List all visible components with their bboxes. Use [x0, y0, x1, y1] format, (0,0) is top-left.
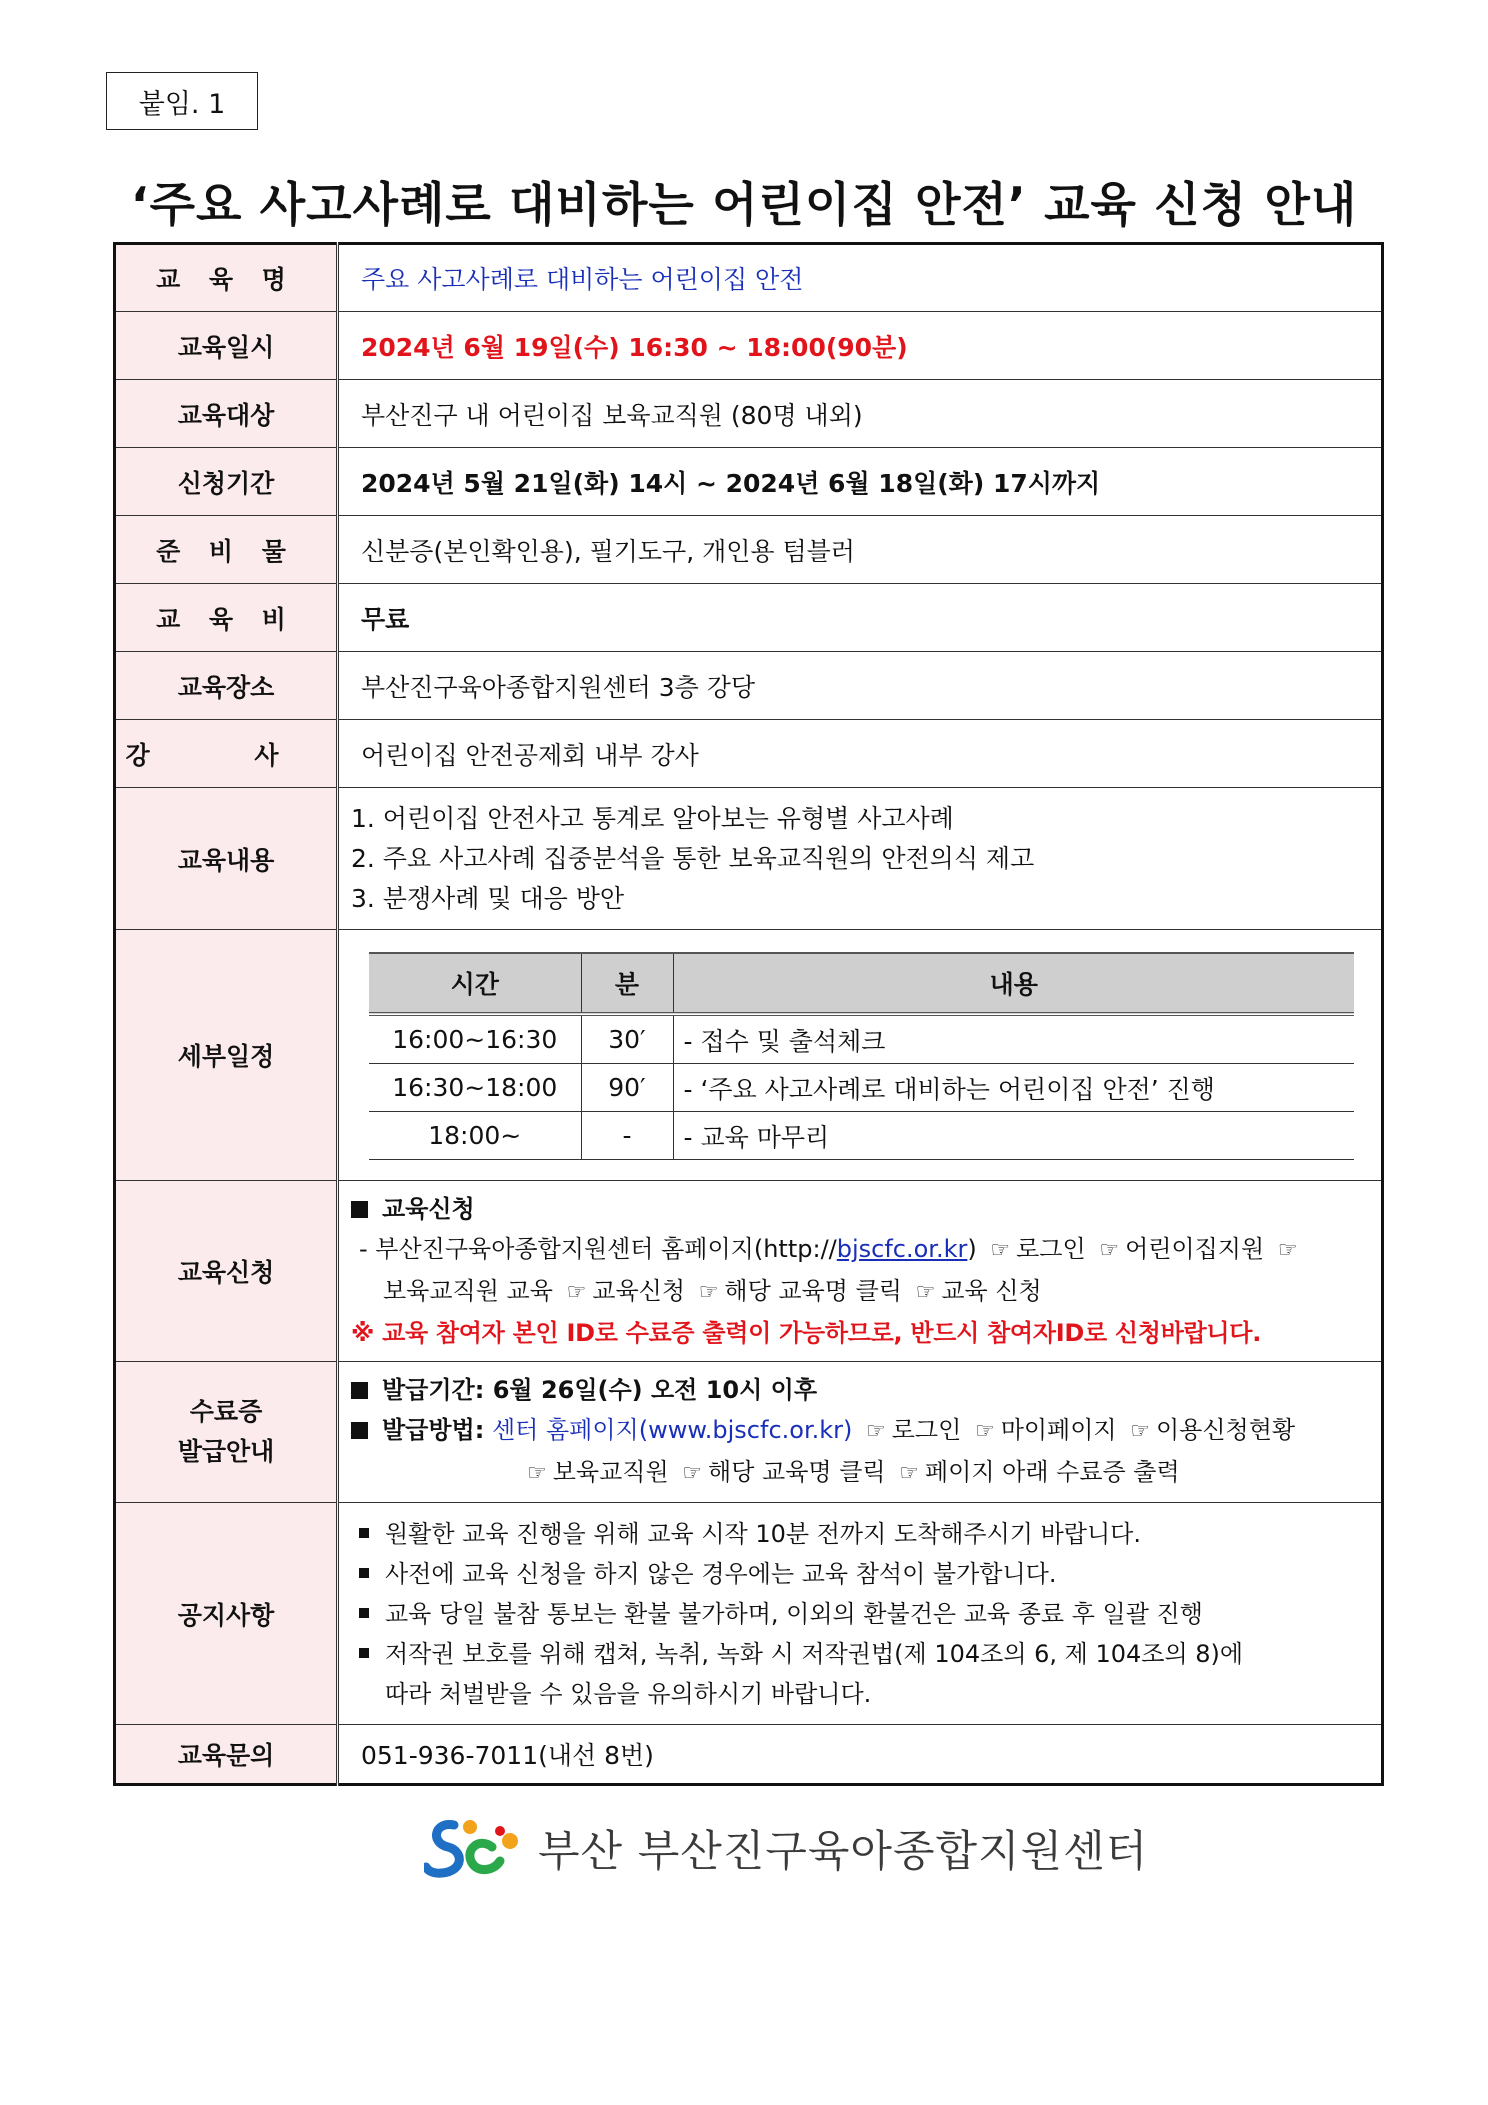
pointing-hand-icon: ☞	[1099, 1238, 1120, 1263]
cert-period-label: 발급기간:	[382, 1376, 485, 1404]
row-datetime	[115, 312, 1383, 380]
value-name: 주요 사고사례로 대비하는 어린이집 안전	[338, 244, 1383, 312]
list-item: 사전에 교육 신청을 하지 않은 경우에는 교육 참석이 불가합니다.	[351, 1554, 1381, 1594]
small-square-bullet-icon	[359, 1528, 369, 1538]
pointing-hand-icon: ☞	[974, 1419, 995, 1444]
attachment-label: 붙임. 1	[106, 72, 258, 130]
footer-logo	[424, 1808, 1148, 1888]
schedule-header-min: 분	[581, 953, 673, 1014]
apply-line-text: - 부산진구육아종합지원센터 홈페이지(http://	[359, 1235, 837, 1263]
step-login: 로그인	[1016, 1235, 1086, 1263]
value-datetime: 2024년 6월 19일(수) 16:30 ~ 18:00(90분)	[338, 312, 1383, 380]
list-item: 교육 당일 불참 통보는 환불 불가하며, 이외의 환불건은 교육 종료 후 일괄 진행	[351, 1594, 1381, 1634]
label-inquiry: 교육문의	[115, 1725, 338, 1785]
content-item: 2. 주요 사고사례 집중분석을 통한 보육교직원의 안전의식 제고	[351, 843, 1035, 873]
row-inquiry	[115, 1725, 1383, 1785]
label-target: 교육대상	[115, 380, 338, 448]
list-item-continuation: 따라 처벌받을 수 있음을 유의하시기 바랍니다.	[385, 1679, 872, 1708]
small-square-bullet-icon	[359, 1568, 369, 1578]
schedule-table	[369, 952, 1354, 1160]
footer-logo-text: 부산 부산진구육아종합지원센터	[538, 1826, 1149, 1877]
row-place	[115, 652, 1383, 720]
pointing-hand-icon: ☞	[566, 1280, 587, 1305]
apply-heading: 교육신청	[382, 1195, 475, 1223]
list-item: 원활한 교육 진행을 위해 교육 시작 10분 전까지 도착해주시기 바랍니다.	[351, 1514, 1381, 1554]
label-schedule: 세부일정	[115, 930, 338, 1181]
pointing-hand-icon: ☞	[682, 1461, 703, 1486]
label-period: 신청기간	[115, 448, 338, 516]
label-fee: 교 육 비	[156, 604, 296, 634]
row-schedule	[115, 930, 1383, 1181]
apply-notice: ※ 교육 참여자 본인 ID로 수료증 출력이 가능하므로, 반드시 참여자ID로 신청바랍니다.	[351, 1319, 1262, 1347]
cert-period-value: 6월 26일(수) 오전 10시 이후	[492, 1376, 818, 1404]
label-certificate-line2: 발급안내	[177, 1437, 275, 1466]
row-name	[115, 244, 1383, 312]
label-content: 교육내용	[115, 788, 338, 930]
label-certificate-line1: 수료증	[189, 1397, 263, 1426]
content-item: 3. 분쟁사례 및 대응 방안	[351, 883, 624, 913]
row-notices	[115, 1503, 1383, 1725]
step-click-course: 해당 교육명 클릭	[724, 1277, 902, 1305]
square-bullet-icon	[351, 1382, 368, 1399]
pointing-hand-icon: ☞	[866, 1419, 886, 1444]
cert-homepage-link[interactable]: 센터 홈페이지(www.bjscfc.or.kr)	[491, 1416, 853, 1444]
table-row: 18:00~ - - 교육 마무리	[369, 1112, 1354, 1160]
row-fee	[115, 584, 1383, 652]
pointing-hand-icon: ☞	[990, 1238, 1011, 1263]
row-period	[115, 448, 1383, 516]
info-table	[113, 242, 1384, 1786]
label-name: 교 육 명	[156, 265, 296, 294]
value-target: 부산진구 내 어린이집 보육교직원 (80명 내외)	[338, 380, 1383, 448]
small-square-bullet-icon	[359, 1608, 369, 1618]
schedule-header-time: 시간	[369, 953, 581, 1014]
value-period: 2024년 5월 21일(화) 14시 ~ 2024년 6월 18일(화) 17시까지	[338, 448, 1383, 516]
value-place: 부산진구육아종합지원센터 3층 강당	[338, 652, 1383, 720]
value-instructor: 어린이집 안전공제회 내부 강사	[338, 720, 1383, 788]
step-staff-education: 보육교직원 교육	[383, 1277, 553, 1305]
label-instructor: 강 사	[125, 740, 327, 770]
square-bullet-icon	[351, 1201, 368, 1218]
label-datetime: 교육일시	[115, 312, 338, 380]
pointing-hand-icon: ☞	[899, 1461, 919, 1486]
center-logo-icon	[424, 1813, 524, 1883]
content-item: 1. 어린이집 안전사고 통계로 알아보는 유형별 사고사례	[351, 803, 954, 833]
step-apply: 교육신청	[592, 1277, 686, 1305]
schedule-header-content: 내용	[673, 953, 1354, 1014]
list-item: 저작권 보호를 위해 캡쳐, 녹취, 녹화 시 저작권법(제 104조의 6, 제 104조의 8)에	[351, 1634, 1381, 1674]
pointing-hand-icon: ☞	[1277, 1238, 1298, 1263]
value-fee: 무료	[338, 584, 1383, 652]
value-supplies: 신분증(본인확인용), 필기도구, 개인용 텀블러	[338, 516, 1383, 584]
label-supplies: 준 비 물	[156, 536, 296, 566]
label-place: 교육장소	[115, 652, 338, 720]
table-row: 16:00~16:30 30′ - 접수 및 출석체크	[369, 1014, 1354, 1064]
row-target	[115, 380, 1383, 448]
pointing-hand-icon: ☞	[915, 1280, 936, 1305]
page-title: ‘주요 사고사례로 대비하는 어린이집 안전’ 교육 신청 안내	[130, 178, 1358, 233]
value-inquiry: 051-936-7011(내선 8번)	[338, 1725, 1383, 1785]
step-submit: 교육 신청	[941, 1277, 1042, 1305]
pointing-hand-icon: ☞	[1130, 1419, 1150, 1444]
row-instructor	[115, 720, 1383, 788]
row-supplies	[115, 516, 1383, 584]
table-row: 16:30~18:00 90′ - ‘주요 사고사례로 대비하는 어린이집 안전’ 진행	[369, 1064, 1354, 1112]
row-certificate: 수료증 발급안내 발급기간: 6월 26일(수) 오전 10시 이후 발급방법: 센터 홈페이지(www.bjscfc.or.kr) ☞ 로그인 ☞ 마이페이지 ☞ 이용신청현황 ☞ 보육교직원 ☞ 해당 교육명 클릭 ☞ 페이지 아래 수료증 출력	[115, 1362, 1383, 1503]
step-daycare-support: 어린이집지원	[1125, 1235, 1265, 1263]
label-notices: 공지사항	[115, 1503, 338, 1725]
row-apply: 교육신청 교육신청 - 부산진구육아종합지원센터 홈페이지(http://bjscfc.or.kr) ☞ 로그인 ☞ 어린이집지원 ☞ 보육교직원 교육 ☞ 교육신청 ☞ 해당 교육명 클릭 ☞ 교육 신청 ※ 교육 참여자 본인 ID로 수료증 출력이 가능하므로, 반드시 참여자ID로 신청바랍니다.	[115, 1181, 1383, 1362]
pointing-hand-icon: ☞	[698, 1280, 719, 1305]
row-content	[115, 788, 1383, 930]
homepage-link[interactable]: bjscfc.or.kr	[836, 1235, 968, 1263]
cert-method-label: 발급방법:	[382, 1416, 485, 1444]
square-bullet-icon	[351, 1422, 368, 1439]
small-square-bullet-icon	[359, 1648, 369, 1658]
pointing-hand-icon: ☞	[527, 1461, 547, 1486]
label-apply: 교육신청	[115, 1181, 338, 1362]
